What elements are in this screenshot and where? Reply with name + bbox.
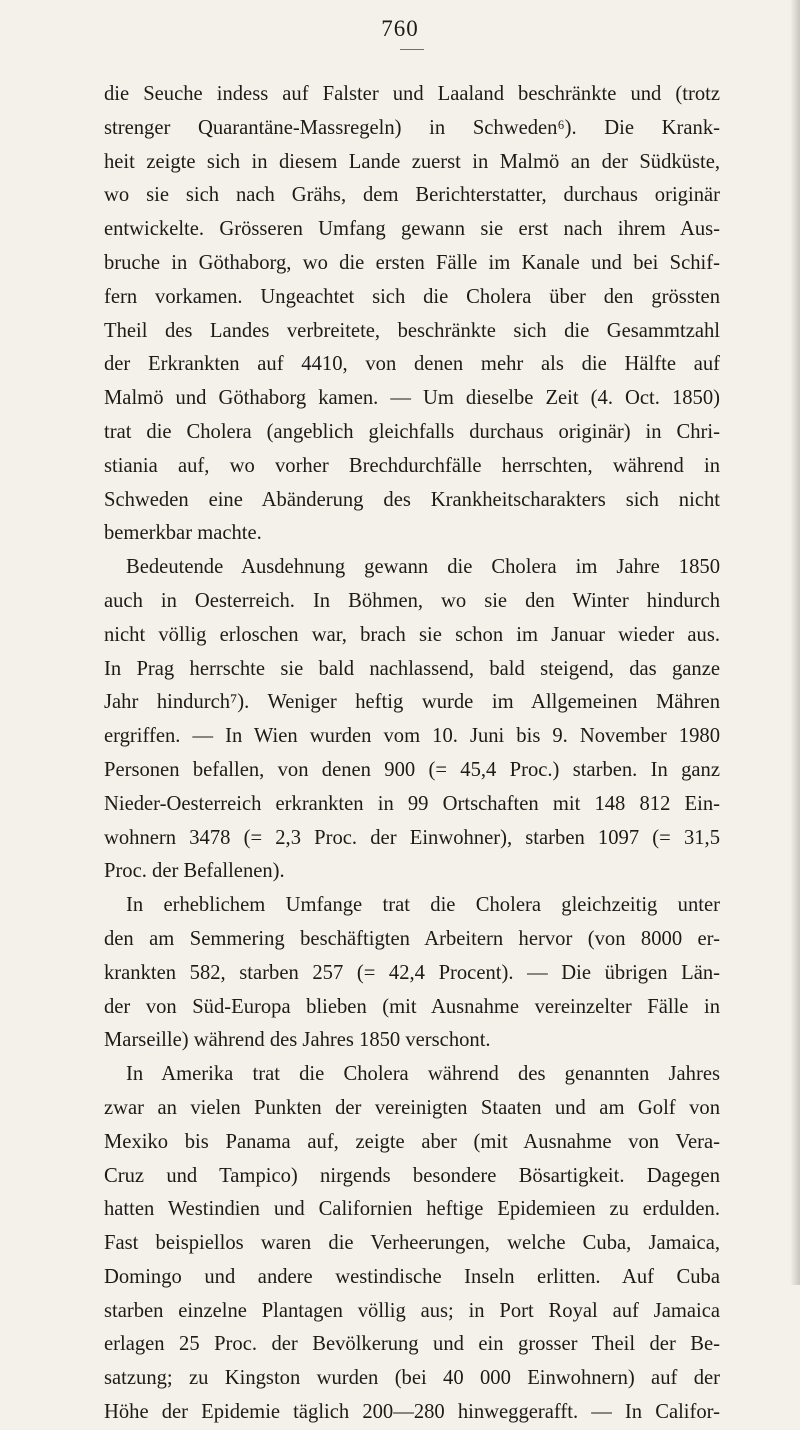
text-line: Cruz und Tampico) nirgends besondere Bösartigkeit. Dagegen: [104, 1164, 720, 1187]
text-line: den am Semmering beschäftigten Arbeitern hervor (von 8000 er-: [104, 927, 720, 950]
text-line: heit zeigte sich in diesem Lande zuerst in Malmö an der Südküste,: [104, 150, 720, 173]
text-line: Nieder-Oesterreich erkrankten in 99 Ortschaften mit 148 812 Ein-: [104, 792, 720, 815]
text-line: In erheblichem Umfange trat die Cholera gleichzeitig unter: [126, 894, 720, 917]
page-number: 760: [381, 16, 419, 41]
text-line: Marseille) während des Jahres 1850 verschont.: [104, 1029, 491, 1052]
text-line: Domingo und andere westindische Inseln erlitten. Auf Cuba: [104, 1265, 720, 1288]
text-line: nicht völlig erloschen war, brach sie schon im Januar wieder aus.: [104, 623, 720, 646]
text-line: fern vorkamen. Ungeachtet sich die Cholera über den grössten: [104, 285, 720, 308]
page-number-underline: [400, 49, 424, 50]
text-line: Fast beispiellos waren die Verheerungen, welche Cuba, Jamaica,: [104, 1232, 720, 1255]
text-line: In Amerika trat die Cholera während des genannten Jahres: [126, 1063, 720, 1086]
text-line: starben einzelne Plantagen völlig aus; in Port Royal auf Jamaica: [104, 1299, 720, 1322]
text-line: zwar an vielen Punkten der vereinigten Staaten und am Golf von: [104, 1096, 720, 1119]
text-line: Höhe der Epidemie täglich 200—280 hinweggerafft. — In Califor-: [104, 1401, 720, 1424]
text-line: die Seuche indess auf Falster und Laaland beschränkte und (trotz: [104, 83, 720, 105]
text-line: Jahr hindurch⁷). Weniger heftig wurde im Allgemeinen Mähren: [104, 691, 720, 714]
text-line: Malmö und Göthaborg kamen. — Um dieselbe Zeit (4. Oct. 1850): [104, 387, 720, 410]
text-line: In Prag herrschte sie bald nachlassend, bald steigend, das ganze: [104, 657, 720, 680]
text-line: stiania auf, wo vorher Brechdurchfälle herrschten, während in: [104, 454, 720, 477]
text-line: bruche in Göthaborg, wo die ersten Fälle im Kanale und bei Schif-: [104, 251, 720, 274]
text-line: ergriffen. — In Wien wurden vom 10. Juni bis 9. November 1980: [104, 725, 720, 748]
page-edge-shadow: [790, 0, 800, 1285]
text-line: bemerkbar machte.: [104, 522, 262, 545]
text-line: Personen befallen, von denen 900 (= 45,4 Proc.) starben. In ganz: [104, 758, 720, 781]
text-line: hatten Westindien und Californien heftige Epidemieen zu erdulden.: [104, 1198, 720, 1221]
text-line: der von Süd-Europa blieben (mit Ausnahme vereinzelter Fälle in: [104, 995, 720, 1018]
text-line: Proc. der Befallenen).: [104, 860, 285, 883]
text-line: wohnern 3478 (= 2,3 Proc. der Einwohner), starben 1097 (= 31,5: [104, 826, 720, 849]
text-line: auch in Oesterreich. In Böhmen, wo sie den Winter hindurch: [104, 589, 720, 612]
text-line: Schweden eine Abänderung des Krankheitscharakters sich nicht: [104, 488, 720, 511]
text-line: entwickelte. Grösseren Umfang gewann sie erst nach ihrem Aus-: [104, 218, 720, 241]
text-line: satzung; zu Kingston wurden (bei 40 000 Einwohnern) auf der: [104, 1367, 720, 1390]
text-line: wo sie sich nach Grähs, dem Berichterstatter, durchaus originär: [104, 184, 720, 207]
text-line: der Erkrankten auf 4410, von denen mehr als die Hälfte auf: [104, 353, 720, 376]
text-line: Mexiko bis Panama auf, zeigte aber (mit Ausnahme von Vera-: [104, 1130, 720, 1153]
body-text: [104, 78, 720, 1430]
text-line: Bedeutende Ausdehnung gewann die Cholera im Jahre 1850: [126, 556, 720, 579]
text-line: trat die Cholera (angeblich gleichfalls durchaus originär) in Chri-: [104, 420, 720, 443]
text-line: erlagen 25 Proc. der Bevölkerung und ein grosser Theil der Be-: [104, 1333, 720, 1356]
text-line: Theil des Landes verbreitete, beschränkte sich die Gesammtzahl: [104, 319, 720, 342]
text-line: krankten 582, starben 257 (= 42,4 Procent). — Die übrigen Län-: [104, 961, 720, 984]
text-line: strenger Quarantäne-Massregeln) in Schweden⁶). Die Krank-: [104, 116, 720, 139]
